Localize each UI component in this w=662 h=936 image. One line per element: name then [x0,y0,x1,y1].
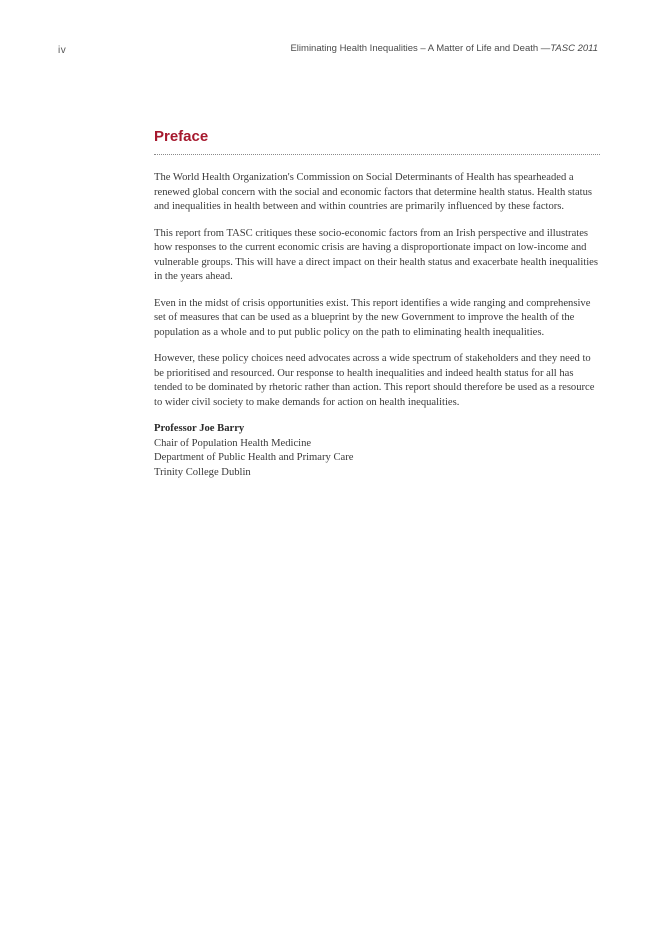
running-header-title: Eliminating Health Inequalities – A Matter of Life and Death [290,43,539,54]
page-title: Preface [154,128,209,145]
page-number: iv [58,45,67,56]
signatory-institution: Trinity College Dublin [154,466,251,478]
preface-section [154,126,600,480]
paragraph: This report from TASC critiques these socio-economic factors from an Irish perspective and illustrates how responses to the current economic crisis are having a disproportionate impact on low-income and vulnerable groups. This will have a direct impact on their health status and exacerbate health inequalities in the years ahead. [154,227,599,282]
running-header-org: —TASC 2011 [540,43,598,54]
signatory-name: Professor Joe Barry [154,423,245,434]
signatory-title: Chair of Population Health Medicine [154,437,312,449]
paragraph: The World Health Organization's Commission on Social Determinants of Health has spearheaded a renewed global concern with the social and economic factors that determine health status. Health status and inequalities in health between and within countries are primarily influenced by these factors. [154,172,593,212]
paragraph: Even in the midst of crisis opportunities exist. This report identifies a wide ranging and comprehensive set of measures that can be used as a blueprint by the new Government to improve the health of the population as a whole and to put public policy on the path to eliminating health inequalities. [154,297,591,338]
running-header [290,43,598,54]
signatory-department: Department of Public Health and Primary Care [154,452,354,463]
signature-block [154,422,600,480]
paragraph: However, these policy choices need advocates across a wide spectrum of stakeholders and they need to be prioritised and resourced. Our response to health inequalities and indeed health status for all has tended to be dominated by rhetoric rather than action. This report should therefore be used as a resource to wider civil society to make demands for action on health inequalities. [154,353,595,408]
dotted-divider [154,154,600,155]
